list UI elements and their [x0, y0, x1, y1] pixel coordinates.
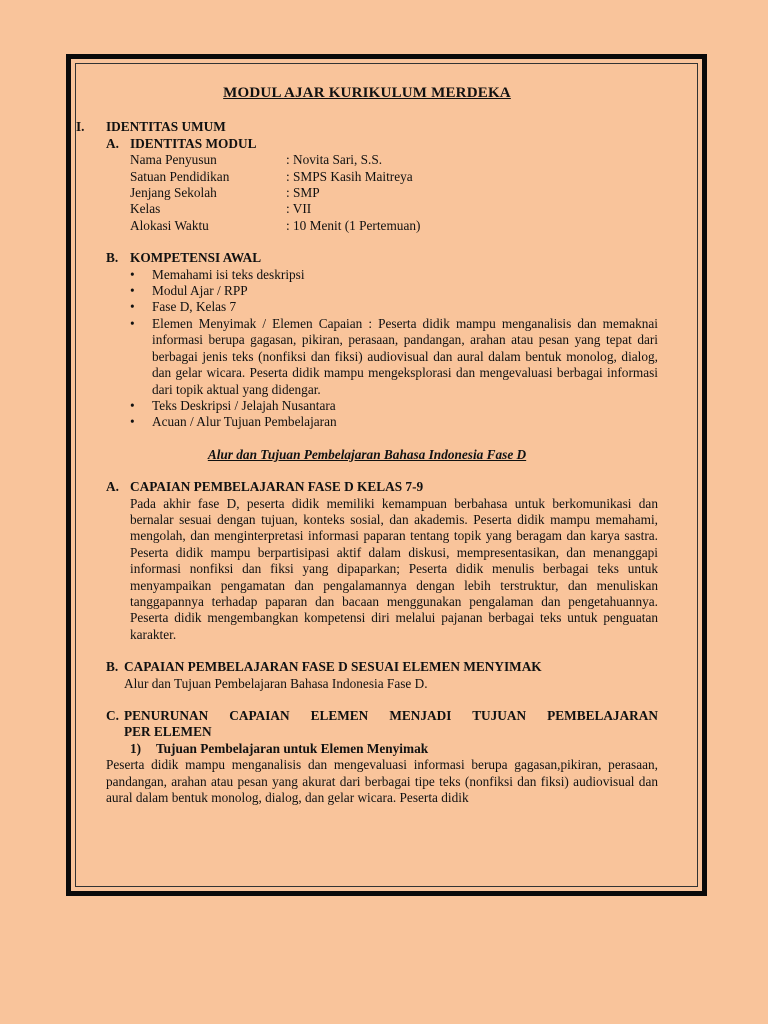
section-capaian-c — [76, 708, 658, 724]
list-item-text: Memahami isi teks deskripsi — [152, 266, 305, 282]
section-label: KOMPETENSI AWAL — [130, 250, 262, 266]
bullet-icon: • — [130, 397, 135, 413]
section-capaian-b — [76, 659, 658, 675]
subsection-number: 1) — [130, 740, 142, 756]
list-item-text: Teks Deskripsi / Jelajah Nusantara — [152, 397, 336, 413]
identity-value: : Novita Sari, S.S. — [286, 152, 383, 168]
section-capaian-a — [76, 479, 658, 495]
section-label: CAPAIAN PEMBELAJARAN FASE D SESUAI ELEMEN MENYIMAK — [124, 659, 542, 675]
subtitle: Alur dan Tujuan Pembelajaran Bahasa Indonesia Fase D — [207, 446, 527, 462]
document-content — [76, 85, 658, 806]
identity-value: : 10 Menit (1 Pertemuan) — [286, 217, 421, 233]
identity-table — [130, 152, 658, 234]
section-label-continued: PER ELEMEN — [124, 724, 212, 740]
section-label: IDENTITAS MODUL — [130, 135, 257, 151]
section-label: CAPAIAN PEMBELAJARAN FASE D KELAS 7-9 — [130, 479, 424, 495]
list-item-text: Fase D, Kelas 7 — [152, 299, 237, 315]
identity-row — [130, 185, 658, 201]
bullet-icon: • — [130, 266, 135, 282]
section-number: I. — [76, 119, 85, 135]
section-identitas-umum — [76, 119, 658, 135]
identity-label: Kelas — [130, 201, 161, 217]
identity-label: Alokasi Waktu — [130, 217, 209, 233]
identity-value: : SMP — [286, 185, 320, 201]
list-item-text: Acuan / Alur Tujuan Pembelajaran — [152, 414, 337, 430]
identity-label: Jenjang Sekolah — [130, 185, 217, 201]
subsection-tujuan — [130, 741, 658, 757]
list-item — [130, 316, 658, 398]
capaian-a-paragraph: Pada akhir fase D, peserta didik memiliki kemampuan berbahasa untuk berkomunikasi dan bernalar sesuai dengan tujuan, konteks sosial, dan akademis. Peserta didik mampu memahami, mengolah, dan menginterpretasi informasi paparan tentang topik yang beragam dan karya sastra. Peserta didik mampu berpartisipasi aktif dalam diskusi, mempresentasikan, dan menanggapi informasi nonfiksi dan fiksi yang dipaparkan; Peserta didik menulis berbagai teks untuk menyampaikan pengamatan dan pengalamannya dengan lebih terstruktur, dan menuliskan tanggapannya terhadap paparan dan bacaan menggunakan pengalaman dan pengetahuannya. Peserta didik mengembangkan kompetensi diri melalui pajanan berbagai teks untuk penguatan karakter. — [130, 495, 658, 642]
bullet-icon: • — [130, 315, 135, 331]
bullet-icon: • — [130, 283, 135, 299]
tujuan-paragraph: Peserta didik mampu menganalisis dan mengevaluasi informasi berupa gagasan,pikiran, perasaan, pandangan, arahan atau pesan yang akurat dari berbagai tipe teks (nonfiksi dan fiksi) audiovisual dan aural dalam bentuk monolog, dialog, dan gelar wicara. Peserta didik — [106, 757, 658, 806]
identity-row — [130, 152, 658, 168]
section-kompetensi-awal — [76, 250, 658, 266]
list-item-text: Modul Ajar / RPP — [152, 283, 248, 299]
list-item — [130, 283, 658, 299]
identity-row — [130, 201, 658, 217]
section-label: PENURUNAN CAPAIAN ELEMEN MENJADI TUJUAN PEMBELAJARAN — [124, 708, 658, 723]
section-letter: A. — [106, 135, 119, 151]
section-label: IDENTITAS UMUM — [106, 119, 226, 135]
section-letter: C. — [106, 708, 119, 723]
capaian-b-paragraph: Alur dan Tujuan Pembelajaran Bahasa Indonesia Fase D. — [124, 675, 428, 691]
section-letter: A. — [106, 479, 119, 495]
list-item-text: Elemen Menyimak / Elemen Capaian : Peserta didik mampu menganalisis dan memaknai informasi berupa gagasan, pikiran, perasaan, pandangan, arahan atau pesan yang tepat dari berbagai jenis teks (nonfiksi dan fiksi) audiovisual dan aural dalam bentuk monolog, dialog, dan gelar wicara. Peserta didik mampu mengeksplorasi dan mengevaluasi berbagai informasi dari topik aktual yang didengar. — [152, 315, 658, 397]
identity-value: : SMPS Kasih Maitreya — [286, 168, 413, 184]
identity-row — [130, 169, 658, 185]
bullet-icon: • — [130, 414, 135, 430]
list-item — [130, 299, 658, 315]
identity-label: Satuan Pendidikan — [130, 168, 230, 184]
identity-label: Nama Penyusun — [130, 152, 217, 168]
list-item — [130, 267, 658, 283]
section-identitas-modul — [76, 136, 658, 152]
identity-value: : VII — [286, 201, 312, 217]
bullet-icon: • — [130, 299, 135, 315]
document-title: MODUL AJAR KURIKULUM MERDEKA — [223, 85, 511, 101]
competency-list — [130, 267, 658, 431]
list-item — [130, 414, 658, 430]
section-letter: B. — [106, 250, 119, 266]
list-item — [130, 398, 658, 414]
section-letter: B. — [106, 659, 119, 675]
subsection-label: Tujuan Pembelajaran untuk Elemen Menyimak — [156, 740, 429, 756]
identity-row — [130, 218, 658, 234]
